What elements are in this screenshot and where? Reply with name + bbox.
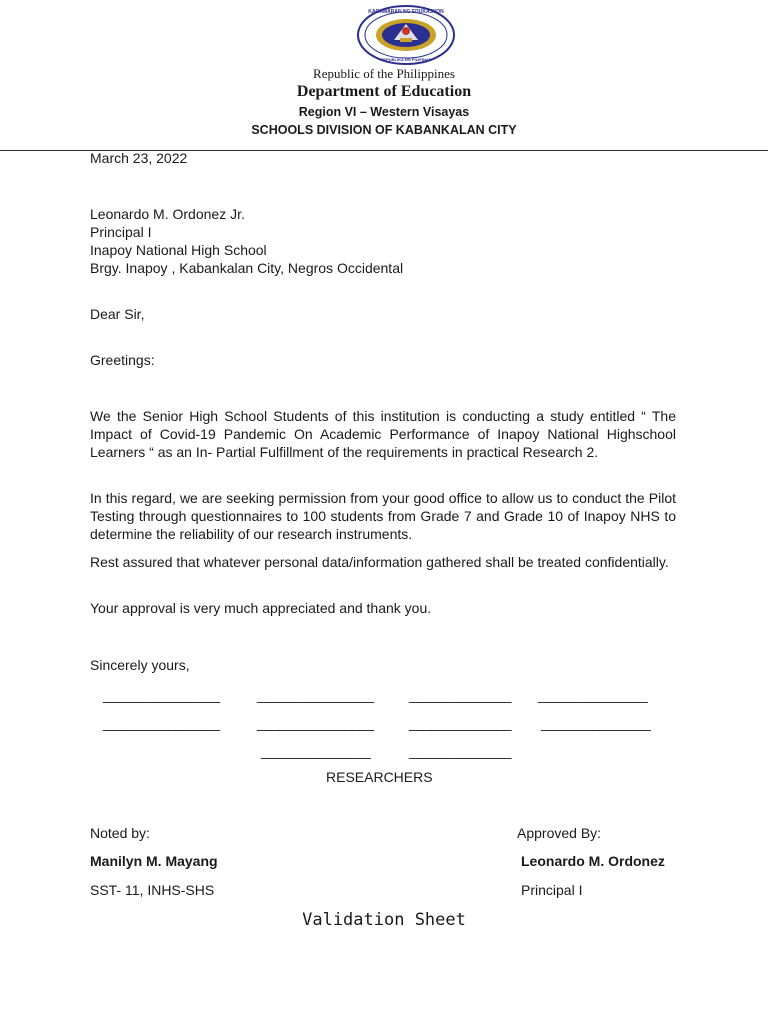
signature-line: ________________ xyxy=(103,687,220,703)
signature-line: ________________ xyxy=(103,715,220,731)
signature-line: _______________ xyxy=(261,743,371,759)
noted-by-label: Noted by: xyxy=(90,825,150,841)
body-paragraph-thanks: Your approval is very much appreciated and thank you. xyxy=(90,600,432,616)
approved-by-position: Principal I xyxy=(521,882,583,898)
signature-line: ________________ xyxy=(257,687,374,703)
approved-by-label: Approved By: xyxy=(517,825,602,841)
signature-line: ______________ xyxy=(409,687,512,703)
signature-line: _______________ xyxy=(541,715,651,731)
signature-line: _______________ xyxy=(538,687,648,703)
body-paragraph-study: We the Senior High School Students of this institution is conducting a study entitled “ The Impact of Covid-19 Pandemic On Academic Performance of Inapoy National Highschool Learners “ as an In- Partial Fulfillment of the requirements in practical Research 2. xyxy=(90,408,676,460)
recipient-school: Inapoy National High School xyxy=(90,242,267,258)
letter-date: March 23, 2022 xyxy=(90,150,188,166)
salutation: Dear Sir, xyxy=(90,306,145,322)
letterhead-region: Region VI – Western Visayas xyxy=(298,105,470,119)
signature-line: ______________ xyxy=(409,743,512,759)
noted-by-name: Manilyn M. Mayang xyxy=(90,853,218,869)
validation-sheet-title: Validation Sheet xyxy=(302,910,466,930)
body-paragraph-confidentiality: Rest assured that whatever personal data/information gathered shall be treated confidentially. xyxy=(90,554,669,570)
letterhead-department: Department of Education xyxy=(296,83,472,100)
svg-text:KAGAWARAN NG EDUKASYON: KAGAWARAN NG EDUKASYON xyxy=(368,9,444,15)
closing: Sincerely yours, xyxy=(90,657,190,673)
approved-by-name: Leonardo M. Ordonez xyxy=(521,853,665,869)
noted-by-position: SST- 11, INHS-SHS xyxy=(90,882,215,898)
recipient-title: Principal I xyxy=(90,224,152,240)
svg-text:REPUBLIKA NG PILIPINAS: REPUBLIKA NG PILIPINAS xyxy=(380,57,432,62)
letterhead-division: SCHOOLS DIVISION OF KABANKALAN CITY xyxy=(251,123,517,137)
researchers-label: RESEARCHERS xyxy=(326,769,433,785)
recipient-name: Leonardo M. Ordonez Jr. xyxy=(90,206,245,222)
deped-seal-logo xyxy=(356,4,456,66)
body-paragraph-request: In this regard, we are seeking permission from your good office to allow us to conduct the Pilot Testing through questionnaires to 100 students from Grade 7 and Grade 10 of Inapoy NHS to determine the reliability of our research instruments. xyxy=(90,490,676,542)
signature-line: ______________ xyxy=(409,715,512,731)
letterhead-republic: Republic of the Philippines xyxy=(313,66,455,81)
greeting: Greetings: xyxy=(90,352,155,368)
signature-line: ________________ xyxy=(257,715,374,731)
recipient-address: Brgy. Inapoy , Kabankalan City, Negros Occidental xyxy=(90,260,404,276)
